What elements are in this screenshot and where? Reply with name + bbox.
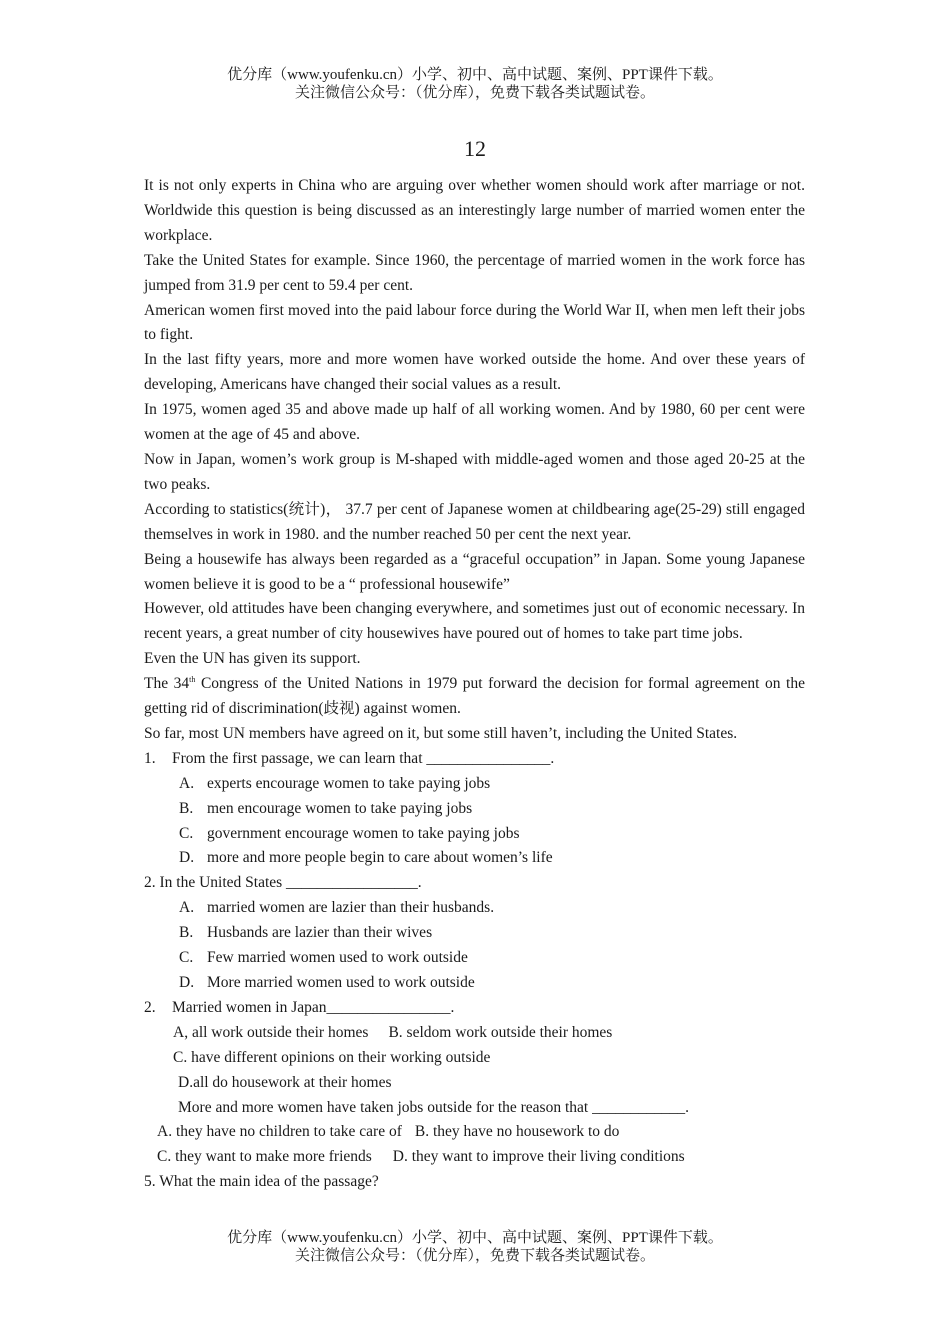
q1-option-a xyxy=(144,772,805,797)
ordinal-suffix: th xyxy=(189,674,196,684)
q3-option-c: C. have different opinions on their working outside xyxy=(173,1048,491,1066)
option-letter: D. xyxy=(179,974,195,991)
paragraph-1: It is not only experts in China who are arguing over whether women should work after marriage or not. Worldwide this question is being discussed as an interestingly large number of married women enter the workplace. xyxy=(144,177,805,244)
paragraph-9: However, old attitudes have been changing everywhere, and sometimes just out of economic necessary. In recent years, a great number of city housewives have poured out of homes to take part time jobs. xyxy=(144,600,805,643)
question-text: From the first passage, we can learn that ________________. xyxy=(172,749,555,767)
q2-option-a xyxy=(144,896,805,921)
q4-option-b: B. they have no housework to do xyxy=(414,1123,620,1141)
q1-option-d xyxy=(144,846,805,871)
paragraph-6: Now in Japan, women’s work group is M-shaped with middle-aged women and those aged 20-25 at the two peaks. xyxy=(144,450,805,493)
option-letter: C. xyxy=(179,949,194,967)
option-letter: C. xyxy=(179,824,194,842)
question-text: Married women in Japan________________. xyxy=(172,998,455,1016)
q1-option-b xyxy=(144,797,805,822)
option-text: government encourage women to take paying jobs xyxy=(207,824,520,842)
paragraph-congress xyxy=(144,672,805,722)
q3-option-b: B. seldom work outside their homes xyxy=(388,1023,613,1041)
paragraph-5: In 1975, women aged 35 and above made up half of all working women. And by 1980, 60 per cent were women at the age of 45 and above. xyxy=(144,401,805,444)
question-1 xyxy=(144,747,805,772)
question-4: More and more women have taken jobs outside for the reason that ____________. xyxy=(178,1098,689,1116)
option-text: More married women used to work outside xyxy=(207,974,475,991)
q1-option-c xyxy=(144,822,805,847)
q2-option-d xyxy=(144,971,805,996)
congress-text-end: Congress of the United Nations in 1979 put forward the decision for formal agreement on the getting rid of discrimination(歧视) against women. xyxy=(144,675,805,718)
option-text: Husbands are lazier than their wives xyxy=(207,924,433,942)
option-text: more and more people begin to care about women’s life xyxy=(207,849,553,867)
paragraph-10: Even the UN has given its support. xyxy=(144,650,361,668)
q4-option-a: A. they have no children to take care of xyxy=(157,1123,402,1141)
question-number: 1. xyxy=(144,749,156,767)
paragraph-7: According to statistics(统计)， 37.7 per cent of Japanese women at childbearing age(25-29) still engaged themselves in work in 1980. and the number reached 50 per cent the next year. xyxy=(144,500,805,543)
option-letter: B. xyxy=(179,799,194,817)
paragraph-2: Take the United States for example. Since 1960, the percentage of married women in the work force has jumped from 31.9 per cent to 59.4 per cent. xyxy=(144,251,805,294)
page-footer xyxy=(0,1229,950,1265)
paragraph-3: American women first moved into the paid labour force during the World War II, when men left their jobs to fight. xyxy=(144,301,805,344)
paragraph-4: In the last fifty years, more and more women have worked outside the home. And over these years of developing, Americans have changed their social values as a result. xyxy=(144,351,805,394)
option-text: experts encourage women to take paying jobs xyxy=(207,774,491,792)
q3-option-d: D.all do housework at their homes xyxy=(178,1073,392,1091)
q4-options-ab xyxy=(144,1120,805,1145)
page-number: 12 xyxy=(464,136,486,161)
reading-passage xyxy=(144,174,805,1195)
q4-options-cd xyxy=(144,1145,805,1170)
footer-line-1: 优分库（www.youfenku.cn）小学、初中、高中试题、案例、PPT课件下载。 xyxy=(227,1230,723,1246)
question-2: 2. In the United States _________________. xyxy=(144,874,422,892)
header-line-1: 优分库（www.youfenku.cn）小学、初中、高中试题、案例、PPT课件下载。 xyxy=(227,67,723,83)
q3-options-ab xyxy=(144,1021,805,1046)
congress-text-start: The 34 xyxy=(144,675,190,693)
option-letter: A. xyxy=(179,899,195,917)
q2-option-b xyxy=(144,921,805,946)
option-text: Few married women used to work outside xyxy=(207,949,468,967)
paragraph-closing: So far, most UN members have agreed on it, but some still haven’t, including the United States. xyxy=(144,724,738,742)
q4-option-d: D. they want to improve their living conditions xyxy=(392,1148,685,1166)
option-letter: D. xyxy=(179,849,195,867)
footer-line-2: 关注微信公众号：（优分库），免费下载各类试题试卷。 xyxy=(294,1248,655,1264)
paragraph-8: Being a housewife has always been regarded as a “graceful occupation” in Japan. Some young Japanese women believe it is good to be a “ professional housewife” xyxy=(144,550,805,593)
page-header xyxy=(0,66,950,102)
q3-option-a: A, all work outside their homes xyxy=(173,1023,369,1041)
header-line-2: 关注微信公众号：（优分库），免费下载各类试题试卷。 xyxy=(294,85,655,101)
question-number: 2. xyxy=(144,998,156,1016)
option-text: married women are lazier than their husbands. xyxy=(207,899,495,917)
question-3 xyxy=(144,996,805,1021)
q4-option-c: C. they want to make more friends xyxy=(157,1148,372,1166)
option-letter: B. xyxy=(179,924,194,942)
option-text: men encourage women to take paying jobs xyxy=(207,799,473,817)
q2-option-c xyxy=(144,946,805,971)
option-letter: A. xyxy=(179,774,195,792)
question-5: 5. What the main idea of the passage? xyxy=(144,1173,379,1191)
